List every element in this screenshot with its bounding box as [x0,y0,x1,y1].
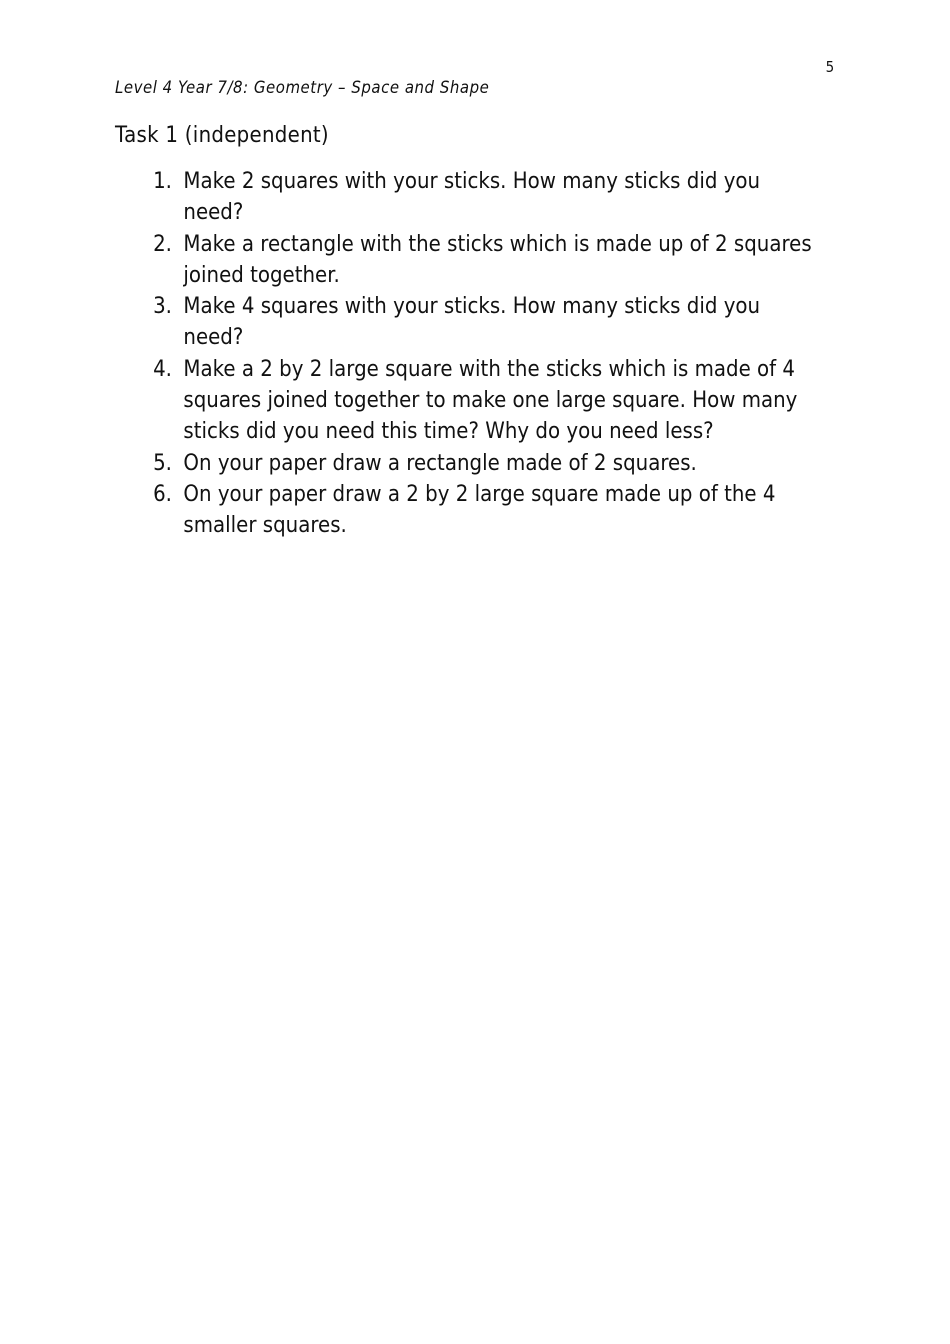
task-item-line: need? [183,324,244,351]
task-item-line: need? [183,199,244,226]
task-item-line: smaller squares. [183,512,347,539]
task-item-text [172,448,804,479]
task-item-line: sticks did you need this time? Why do you need less? [183,418,714,445]
task-item-line: squares joined together to make one large square. How many [183,387,798,414]
task-item-1 [135,166,804,229]
task-item-number: 4. [153,355,172,382]
task-item-line: Make 4 squares with your sticks. How many sticks did you [183,293,761,320]
task-item-text [172,479,804,542]
task-heading: Task 1 (independent) [115,123,329,148]
task-item-2 [135,229,812,292]
task-item-line: On your paper draw a rectangle made of 2 squares. [183,449,697,476]
task-item-text [172,354,804,448]
task-list [135,166,812,542]
task-item-line: Make a rectangle with the sticks which is made up of 2 squares [183,230,812,257]
task-item-line: Make 2 squares with your sticks. How many sticks did you [183,168,761,194]
task-item-number: 6. [153,480,172,507]
task-item-number: 3. [153,293,172,320]
task-item-4 [135,354,804,448]
task-item-text [172,166,804,229]
task-item-number: 1. [153,168,172,194]
task-item-line: On your paper draw a 2 by 2 large square made up of the 4 [183,480,776,507]
task-item-number: 5. [153,449,172,476]
task-item-text [172,229,812,292]
page-number: 5 [825,58,835,76]
task-item-6 [135,479,804,542]
task-item-line: Make a 2 by 2 large square with the sticks which is made of 4 [183,355,796,382]
task-item-5 [135,448,804,479]
task-item-line: joined together. [183,261,340,288]
task-item-text [172,291,804,354]
running-header: Level 4 Year 7/8: Geometry – Space and Shape [115,78,490,98]
task-item-number: 2. [153,230,172,257]
task-item-3 [135,291,804,354]
